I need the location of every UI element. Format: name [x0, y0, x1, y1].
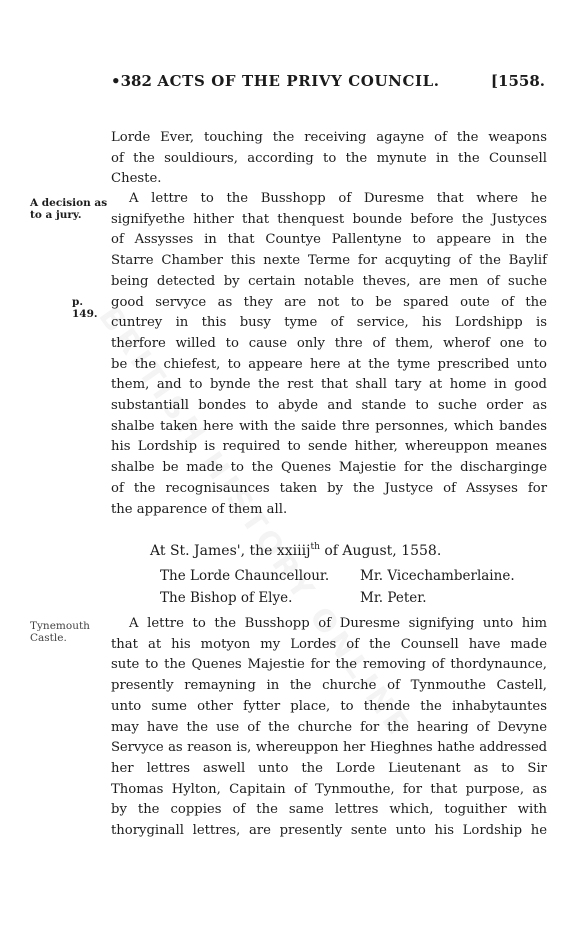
text-line: be the chiefest, to appeare here at the tyme prescribed unto: [111, 356, 547, 372]
paragraph-jury-letter: [111, 189, 547, 520]
text-line: Lorde Ever, touching the receiving agayne of the weapons: [111, 130, 547, 145]
text-line: Starre Chamber this nexte Terme for acquyting of the Baylif: [111, 253, 547, 269]
text-line: signifyethe hither that thenquest bounde before the Justyces: [111, 211, 547, 227]
text-line: of Assysses in that Countye Pallentyne to appeare in the: [111, 232, 547, 248]
page-number: •382: [111, 72, 152, 90]
margin-note-page-ref: p. 149.: [72, 296, 98, 320]
attendee: The Bishop of Elye.: [160, 590, 293, 606]
attendee: The Lorde Chauncellour.: [160, 568, 330, 584]
running-header: [0, 72, 567, 96]
meeting-heading-sup: th: [310, 542, 320, 552]
text-line: sute to the Quenes Majestie for the removing of thordynaunce,: [111, 657, 547, 673]
text-line: Cheste.: [111, 171, 162, 187]
text-line: cuntrey in this busy tyme of service, his Lordshipp is: [111, 315, 547, 331]
text-line: substantiall bondes to abyde and stande to suche order as: [111, 398, 547, 414]
text-line: Servyce as reason is, whereuppon her Hieghnes hathe addressed: [111, 740, 547, 756]
text-line: his Lordship is required to sende hither, whereuppon meanes: [111, 439, 547, 455]
meeting-heading: [150, 542, 441, 559]
text-line: shalbe taken here with the saide thre personnes, which bandes: [111, 418, 547, 434]
running-year: [1558.: [490, 72, 545, 90]
text-line: of the souldiours, according to the mynute in the Counsell: [111, 150, 547, 166]
text-line: them, and to bynde the rest that shall tary at home in good: [111, 377, 547, 393]
running-title: ACTS OF THE PRIVY COUNCIL.: [157, 72, 440, 90]
paragraph-continuation: [111, 128, 547, 190]
attendee: Mr. Peter.: [360, 590, 427, 606]
meeting-heading-prefix: At St. James', the xxiiij: [150, 543, 311, 559]
text-line: shalbe be made to the Quenes Majestie for the discharginge: [111, 460, 547, 476]
text-line: A lettre to the Busshopp of Duresme signifying unto him: [129, 616, 547, 631]
margin-note-jury: A decision as to a jury.: [30, 197, 108, 221]
text-line: her lettres aswell unto the Lorde Lieutenant as to Sir: [111, 760, 547, 776]
paragraph-tynemouth-letter: [111, 614, 547, 842]
text-line: the apparence of them all.: [111, 501, 288, 517]
meeting-heading-suffix: of August, 1558.: [319, 543, 442, 559]
text-line: that at his motyon my Lordes of the Counsell have made: [111, 636, 547, 652]
text-line: being detected by certain notable theves, are men of suche: [111, 273, 547, 289]
attendee: Mr. Vicechamberlaine.: [360, 568, 515, 584]
text-line: good servyce as they are not to be spared oute of the: [111, 294, 547, 310]
margin-note-tynemouth: Tynemouth Castle.: [30, 620, 90, 644]
text-line: presently remayning in the churche of Tynmouthe Castell,: [111, 678, 547, 694]
text-line: A lettre to the Busshopp of Duresme that where he: [129, 191, 547, 206]
text-line: of the recognisaunces taken by the Justyce of Assyses for: [111, 480, 547, 496]
text-line: unto sume other fytter place, to thende the inhabytauntes: [111, 698, 547, 714]
text-line: thoryginall lettres, are presently sente unto his Lordship he: [111, 823, 547, 839]
text-line: may have the use of the churche for the hearing of Devyne: [111, 719, 547, 735]
text-line: by the coppies of the same lettres which, toguither with: [111, 802, 547, 818]
text-line: therfore willed to cause only thre of them, wherof one to: [111, 335, 547, 351]
text-line: Thomas Hylton, Capitain of Tynmouthe, for that purpose, as: [111, 781, 547, 797]
